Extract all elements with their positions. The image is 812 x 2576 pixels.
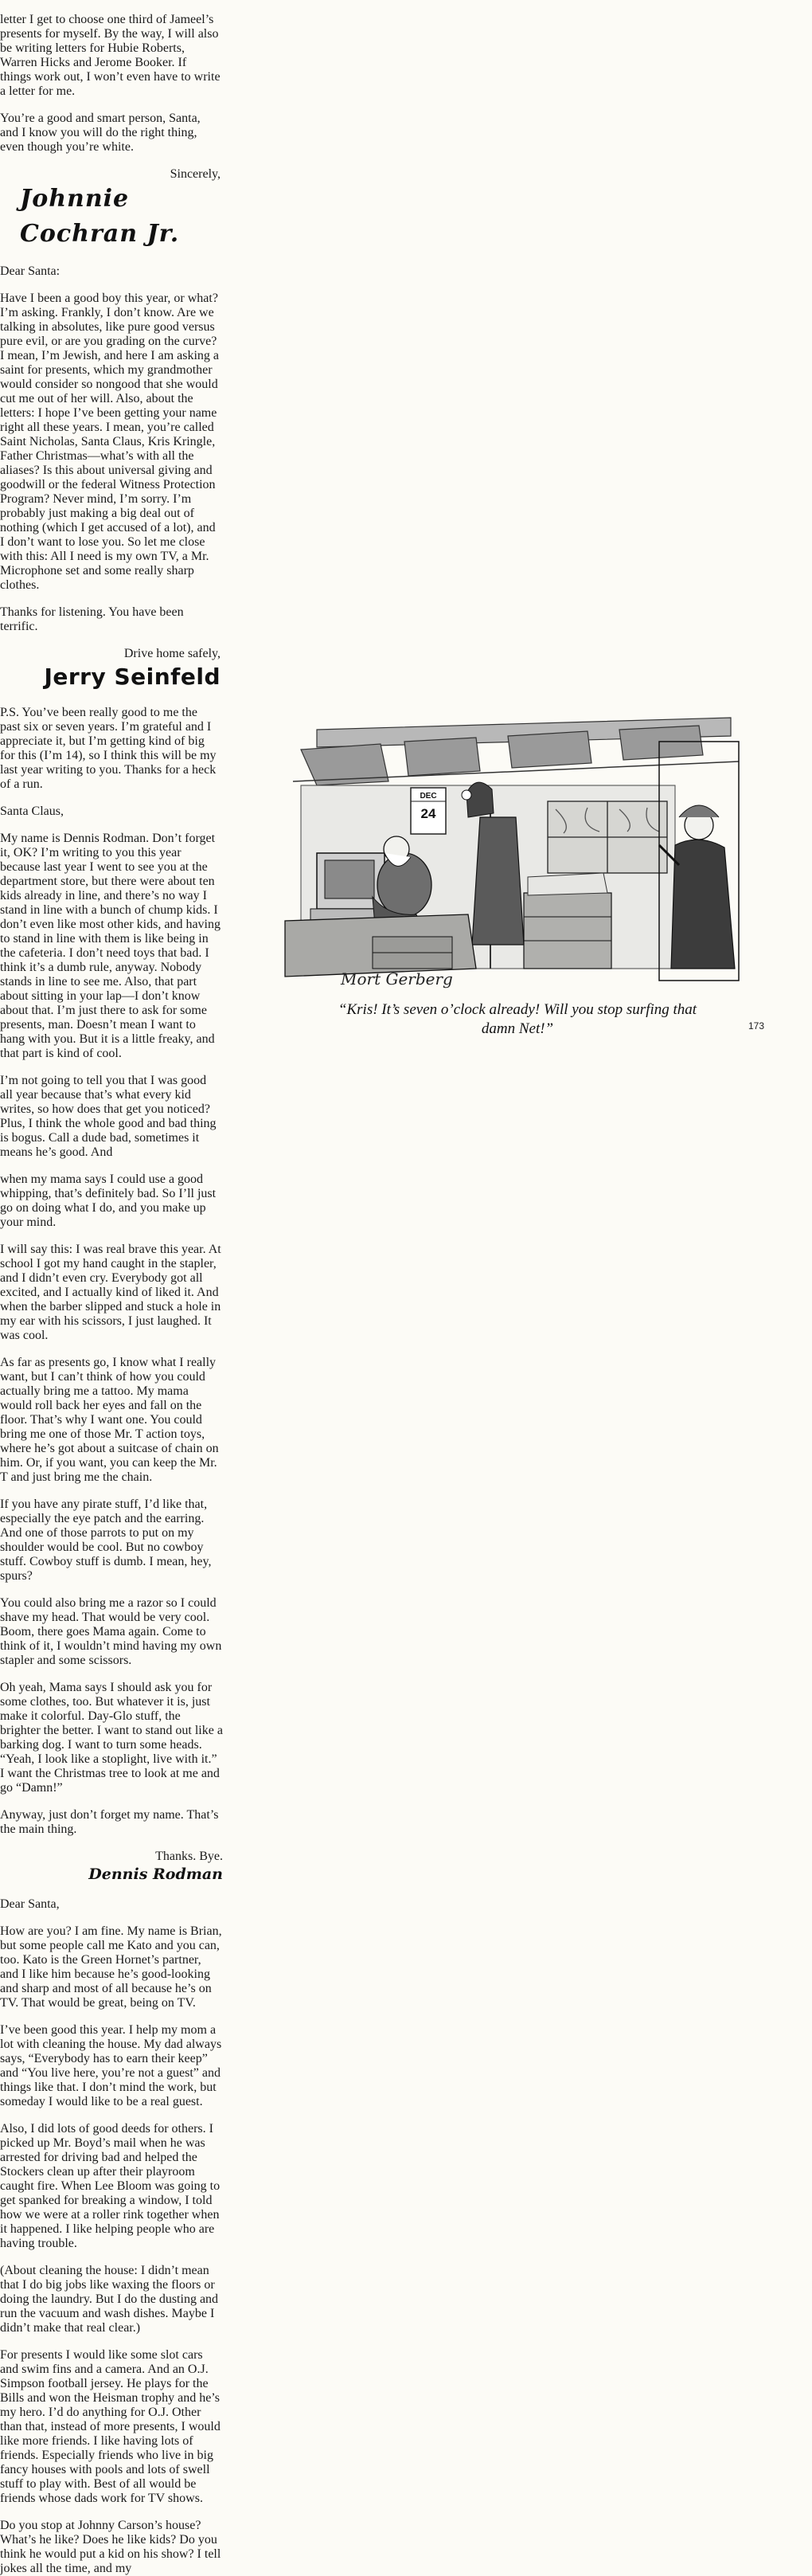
letter-postscript: P.S. You’ve been really good to me the past six or seven years. I’m grateful and I appreciate it, but I’m getting kind of big for this (I’m 14), so I think this will be my last year writing to you. Thanks for a heck of a run.	[0, 706, 217, 791]
letter-closing: Sincerely,	[170, 167, 221, 181]
letter-paragraph: You’re a good and smart person, Santa, and I know you will do the right thing, even though you’re white.	[0, 112, 201, 154]
letter-paragraph: As far as presents go, I know what I really want, but I can’t think of how you could actually bring me a tattoo. My mama would roll back her eyes and fall on the floor. That’s why I want one. You could bring me one of those Mr. T action toys, where he’s got about a suitcase of chain on him. Or, if you want, you can keep the Mr. T and just bring me the chain.	[0, 1356, 219, 1484]
letter-paragraph: Do you stop at Johnny Carson’s house? What’s he like? Does he like kids? Do you think he would put a kid on his show? I tell jokes all the time, and my	[0, 2519, 221, 2575]
letter-closing: Drive home safely,	[123, 647, 221, 660]
artist-signature: Mort Gerberg	[341, 969, 453, 989]
letter-paragraph: For presents I would like some slot cars and swim fins and a camera. And an O.J. Simpson football jersey. He plays for the Bills and won the Heisman trophy and he’s my hero. I’d do anything for O.J. Other than that, instead of more presents, I would like more friends. I like having lots of friends. Especially friends who live in big fancy houses with pools and lots of swell stuff to play with. Best of all would be friends whose dads work for TV shows.	[0, 2348, 221, 2505]
column-3	[0, 1897, 222, 2576]
letter-paragraph: Have I been a good boy this year, or what? I’m asking. Frankly, I don’t know. Are we talking in absolutes, like pure good versus pure evil, or are you grading on the curve? I mean, I’m Jewish, and here I am asking a saint for presents, which my grandmother would consider so nongood that she would cut me out of her will. Also, about the letters: I hope I’ve been getting your name right all these years. I mean, you’re called Saint Nicholas, Santa Claus, Kris Kringle, Father Christmas—what’s with all the aliases? Is this about universal giving and goodwill or the federal Witness Protection Program? Never mind, I’m sorry. I’m probably just making a big deal out of nothing (which I get accused of a lot), and I don’t want to lose you. So let me close with this: All I need is my own TV, a Mr. Microphone set and some really sharp clothes.	[0, 292, 220, 592]
letter-salutation: Santa Claus,	[0, 805, 64, 818]
page-number: 173	[748, 1020, 765, 1032]
letter-paragraph: Anyway, just don’t forget my name. That’s the main thing.	[0, 1808, 219, 1836]
cartoon-illustration	[285, 706, 747, 994]
letter-paragraph: I will say this: I was real brave this year. At school I got my hand caught in the stapler, and I didn’t even cry. Everybody got all excited, and I actually kind of liked it. And when the barber slipped and stuck a hole in my ear with his scissors, I just laughed. It was cool.	[0, 1243, 221, 1342]
letter-paragraph: (About cleaning the house: I didn’t mean that I do big jobs like waxing the floors or doing the laundry. But I do the dusting and run the vacuum and wash dishes. Maybe I didn’t make that real clear.)	[0, 2264, 219, 2335]
column-2	[0, 1173, 223, 1885]
column-1-top	[0, 13, 221, 792]
letter-paragraph: when my mama says I could use a good whipping, that’s definitely bad. So I’ll just go on doing what I do, and you make up your mind.	[0, 1173, 217, 1229]
letter-salutation: Dear Santa,	[0, 1897, 60, 1911]
letter-paragraph: letter I get to choose one third of Jameel’s presents for myself. By the way, I will also be writing letters for Hubie Roberts, Warren Hicks and Jerome Booker. If things work out, I won’t even have to write a letter for me.	[0, 13, 221, 98]
column-1-bottom	[0, 805, 221, 1160]
letter-paragraph: I’m not going to tell you that I was good all year because that’s what every kid writes, so how does that get you noticed? Plus, I think the whole good and bad thing is bogus. Call a dude bad, sometimes it means he’s good. And	[0, 1074, 217, 1159]
signature-cochran: Johnnie Cochran Jr.	[20, 185, 180, 248]
signature-rodman: Dennis Rodman	[88, 1865, 223, 1883]
letter-paragraph: Also, I did lots of good deeds for others. I picked up Mr. Boyd’s mail when he was arrested for driving bad and helped the Stockers clean up after their playroom caught fire. When Lee Bloom was going to get spanked for breaking a window, I told how we were at a roller rink together when it happened. I like helping people who are having trouble.	[0, 2122, 221, 2250]
calendar-month: DEC	[420, 792, 437, 801]
letter-paragraph: I’ve been good this year. I help my mom a lot with cleaning the house. My dad always says, “Everybody has to earn their keep” and “You live here, you’re not a guest” and things like that. I don’t mind the work, but someday I would like to be a real guest.	[0, 2023, 222, 2108]
window	[548, 801, 667, 873]
calendar	[411, 788, 446, 834]
calendar-day: 24	[420, 806, 436, 821]
cartoon-caption: “Kris! It’s seven o’clock already! Will you stop surfing that damn Net!”	[338, 1001, 697, 1037]
letter-paragraph: If you have any pirate stuff, I’d like that, especially the eye patch and the earring. And one of those parrots to put on my shoulder would be cool. But no cowboy stuff. Cowboy stuff is dumb. I mean, hey, spurs?	[0, 1497, 212, 1583]
letter-salutation: Dear Santa:	[0, 264, 61, 278]
letter-paragraph: My name is Dennis Rodman. Don’t forget it, OK? I’m writing to you this year because last year I went to see you at the department store, but there were about ten kids already in line, and there’s no way I stand in line with a bunch of chump kids. I don’t even like most other kids, and having to stand in line with them is like being in the cafeteria. I don’t need toys that bad. I think it’s a dumb rule, anyway. Nobody stands in line to see me. Also, that part about sitting in your lap—I don’t know about that. I’m just there to ask for some presents, man. Doesn’t mean I want to hang with you. But it is a little freaky, and that part is kind of cool.	[0, 832, 221, 1060]
signature-seinfeld: Jerry Seinfeld	[44, 664, 221, 690]
letter-paragraph: How are you? I am fine. My name is Brian, but some people call me Kato and you can, too. Kato is the Green Hornet’s partner, and I like him because he’s good-looking and sharp and most of all because he’s on TV. That would be great, being on TV.	[0, 1924, 222, 2010]
letter-paragraph: You could also bring me a razor so I could shave my head. That would be very cool. Boom, there goes Mama again. Come to think of it, I wouldn’t mind having my own stapler and some scissors.	[0, 1596, 222, 1667]
letter-closing: Thanks. Bye.	[155, 1850, 223, 1863]
letter-paragraph: Thanks for listening. You have been terrific.	[0, 605, 184, 633]
letter-paragraph: Oh yeah, Mama says I should ask you for some clothes, too. But whatever it is, just make it colorful. Day-Glo stuff, the brighter the better. I want to stand out like a barking dog. I want to turn some heads. “Yeah, I look like a stoplight, live with it.” I want the Christmas tree to look at me and go “Damn!”	[0, 1681, 223, 1795]
